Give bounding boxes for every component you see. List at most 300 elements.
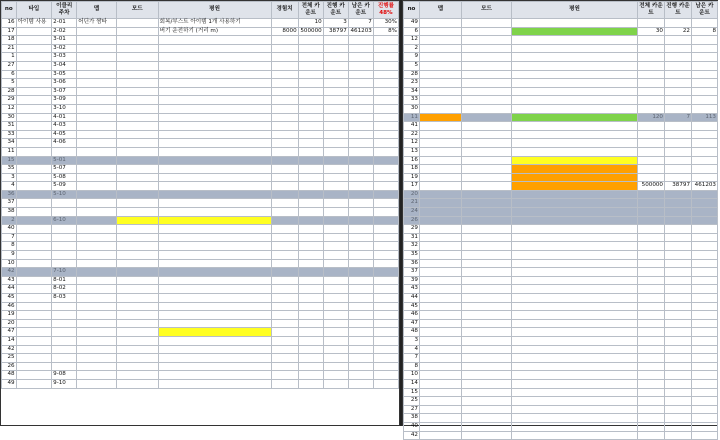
table-row[interactable] xyxy=(404,53,718,62)
table-cell[interactable] xyxy=(420,36,462,45)
table-cell[interactable] xyxy=(271,36,298,45)
table-cell[interactable] xyxy=(462,190,512,199)
table-cell[interactable] xyxy=(462,19,512,28)
table-cell[interactable] xyxy=(373,379,398,388)
table-cell[interactable] xyxy=(116,139,158,148)
table-cell[interactable]: 3-07 xyxy=(52,87,77,96)
table-cell[interactable]: 48 xyxy=(404,328,420,337)
table-cell[interactable] xyxy=(348,276,373,285)
table-cell[interactable] xyxy=(52,302,77,311)
table-cell[interactable] xyxy=(373,139,398,148)
table-cell[interactable] xyxy=(638,36,665,45)
table-cell[interactable] xyxy=(665,388,692,397)
table-row[interactable] xyxy=(2,96,399,105)
table-cell[interactable]: 500000 xyxy=(298,27,323,36)
table-cell[interactable] xyxy=(462,104,512,113)
table-cell[interactable]: 113 xyxy=(692,113,718,122)
table-cell[interactable] xyxy=(52,251,77,260)
table-cell[interactable] xyxy=(323,156,348,165)
table-cell[interactable] xyxy=(692,268,718,277)
table-cell[interactable] xyxy=(298,199,323,208)
table-cell[interactable] xyxy=(638,302,665,311)
table-cell[interactable] xyxy=(420,190,462,199)
table-row[interactable] xyxy=(2,27,399,36)
table-row[interactable] xyxy=(2,259,399,268)
table-cell[interactable] xyxy=(373,36,398,45)
table-cell[interactable] xyxy=(692,96,718,105)
table-cell[interactable] xyxy=(665,285,692,294)
table-row[interactable] xyxy=(404,156,718,165)
table-row[interactable] xyxy=(404,61,718,70)
table-cell[interactable] xyxy=(116,233,158,242)
table-cell[interactable] xyxy=(462,251,512,260)
table-cell[interactable] xyxy=(271,371,298,380)
table-cell[interactable] xyxy=(16,285,52,294)
table-cell[interactable] xyxy=(638,104,665,113)
table-cell[interactable]: 5-10 xyxy=(52,190,77,199)
table-cell[interactable] xyxy=(348,53,373,62)
table-cell[interactable]: 36 xyxy=(2,190,17,199)
table-cell[interactable] xyxy=(298,147,323,156)
table-cell[interactable] xyxy=(462,259,512,268)
table-cell[interactable] xyxy=(512,414,638,423)
table-cell[interactable] xyxy=(271,173,298,182)
table-cell[interactable] xyxy=(692,397,718,406)
table-cell[interactable] xyxy=(512,190,638,199)
table-row[interactable] xyxy=(404,294,718,303)
table-cell[interactable] xyxy=(77,259,117,268)
table-row[interactable] xyxy=(2,285,399,294)
table-cell[interactable] xyxy=(692,216,718,225)
table-cell[interactable] xyxy=(116,53,158,62)
table-cell[interactable] xyxy=(692,199,718,208)
table-cell[interactable] xyxy=(462,165,512,174)
table-cell[interactable] xyxy=(158,354,271,363)
table-cell[interactable] xyxy=(512,96,638,105)
table-cell[interactable]: 39 xyxy=(404,276,420,285)
table-cell[interactable] xyxy=(512,328,638,337)
table-cell[interactable] xyxy=(16,104,52,113)
table-cell[interactable] xyxy=(271,96,298,105)
table-cell[interactable] xyxy=(512,251,638,260)
table-cell[interactable] xyxy=(16,53,52,62)
table-cell[interactable] xyxy=(665,379,692,388)
table-cell[interactable]: 20 xyxy=(404,190,420,199)
table-cell[interactable] xyxy=(77,371,117,380)
table-cell[interactable] xyxy=(77,104,117,113)
table-cell[interactable] xyxy=(323,208,348,217)
table-cell[interactable] xyxy=(77,216,117,225)
table-cell[interactable]: 9 xyxy=(2,251,17,260)
table-cell[interactable]: 6 xyxy=(2,70,17,79)
table-cell[interactable] xyxy=(373,130,398,139)
table-cell[interactable] xyxy=(462,294,512,303)
table-cell[interactable] xyxy=(271,268,298,277)
table-cell[interactable] xyxy=(271,216,298,225)
table-cell[interactable]: 33 xyxy=(2,130,17,139)
table-cell[interactable] xyxy=(373,53,398,62)
table-cell[interactable]: 17 xyxy=(404,182,420,191)
table-cell[interactable] xyxy=(348,354,373,363)
table-cell[interactable] xyxy=(638,319,665,328)
table-cell[interactable] xyxy=(462,130,512,139)
table-cell[interactable] xyxy=(77,44,117,53)
table-cell[interactable] xyxy=(16,276,52,285)
table-cell[interactable] xyxy=(462,122,512,131)
table-cell[interactable] xyxy=(348,182,373,191)
table-cell[interactable]: 9-10 xyxy=(52,379,77,388)
table-cell[interactable] xyxy=(373,165,398,174)
table-cell[interactable] xyxy=(77,156,117,165)
table-cell[interactable] xyxy=(271,113,298,122)
table-cell[interactable] xyxy=(158,336,271,345)
table-cell[interactable] xyxy=(323,302,348,311)
table-cell[interactable]: 500000 xyxy=(638,182,665,191)
table-cell[interactable]: 5 xyxy=(404,61,420,70)
table-cell[interactable]: 4-01 xyxy=(52,113,77,122)
table-cell[interactable] xyxy=(323,53,348,62)
table-cell[interactable] xyxy=(638,79,665,88)
table-cell[interactable] xyxy=(665,414,692,423)
table-cell[interactable]: 29 xyxy=(404,225,420,234)
table-cell[interactable] xyxy=(692,139,718,148)
table-cell[interactable] xyxy=(158,36,271,45)
table-cell[interactable] xyxy=(52,362,77,371)
table-cell[interactable] xyxy=(271,362,298,371)
table-cell[interactable]: 44 xyxy=(2,285,17,294)
table-cell[interactable] xyxy=(298,302,323,311)
table-row[interactable] xyxy=(404,268,718,277)
table-cell[interactable]: 3-03 xyxy=(52,53,77,62)
table-cell[interactable] xyxy=(638,362,665,371)
table-cell[interactable] xyxy=(16,319,52,328)
table-cell[interactable] xyxy=(298,371,323,380)
table-row[interactable] xyxy=(2,190,399,199)
table-cell[interactable] xyxy=(323,362,348,371)
table-cell[interactable] xyxy=(348,61,373,70)
table-cell[interactable] xyxy=(512,336,638,345)
table-cell[interactable]: 21 xyxy=(2,44,17,53)
table-cell[interactable] xyxy=(323,44,348,53)
right-column-header[interactable]: 맵 xyxy=(420,2,462,19)
table-row[interactable] xyxy=(404,225,718,234)
table-cell[interactable]: 49 xyxy=(2,379,17,388)
table-cell[interactable] xyxy=(638,242,665,251)
table-cell[interactable] xyxy=(420,405,462,414)
table-cell[interactable]: 8 xyxy=(692,27,718,36)
table-cell[interactable] xyxy=(323,199,348,208)
table-cell[interactable] xyxy=(512,113,638,122)
table-row[interactable] xyxy=(2,61,399,70)
table-row[interactable] xyxy=(2,354,399,363)
table-cell[interactable] xyxy=(298,225,323,234)
table-cell[interactable] xyxy=(373,336,398,345)
table-cell[interactable] xyxy=(116,285,158,294)
table-cell[interactable] xyxy=(116,251,158,260)
table-cell[interactable] xyxy=(158,328,271,337)
table-cell[interactable] xyxy=(512,165,638,174)
table-cell[interactable] xyxy=(323,259,348,268)
right-column-header[interactable]: 남은 카운트 xyxy=(692,2,718,19)
table-cell[interactable] xyxy=(665,294,692,303)
table-cell[interactable] xyxy=(665,96,692,105)
table-cell[interactable] xyxy=(116,294,158,303)
table-cell[interactable]: 26 xyxy=(404,216,420,225)
table-cell[interactable] xyxy=(638,354,665,363)
table-cell[interactable] xyxy=(298,182,323,191)
table-cell[interactable] xyxy=(116,216,158,225)
table-cell[interactable] xyxy=(158,251,271,260)
table-cell[interactable] xyxy=(158,113,271,122)
right-column-header[interactable]: no xyxy=(404,2,420,19)
table-cell[interactable] xyxy=(692,190,718,199)
table-cell[interactable] xyxy=(298,53,323,62)
table-cell[interactable] xyxy=(373,302,398,311)
table-cell[interactable]: 30 xyxy=(2,113,17,122)
table-cell[interactable] xyxy=(271,294,298,303)
table-cell[interactable] xyxy=(298,139,323,148)
table-cell[interactable]: 45 xyxy=(404,302,420,311)
table-cell[interactable] xyxy=(373,173,398,182)
table-cell[interactable] xyxy=(638,122,665,131)
table-cell[interactable] xyxy=(420,328,462,337)
table-cell[interactable] xyxy=(665,345,692,354)
table-cell[interactable] xyxy=(692,173,718,182)
table-cell[interactable] xyxy=(77,165,117,174)
table-cell[interactable] xyxy=(16,139,52,148)
table-cell[interactable] xyxy=(462,156,512,165)
table-cell[interactable] xyxy=(158,70,271,79)
table-cell[interactable]: 16 xyxy=(2,19,17,28)
table-cell[interactable] xyxy=(638,311,665,320)
table-row[interactable] xyxy=(2,216,399,225)
table-cell[interactable] xyxy=(665,208,692,217)
table-cell[interactable] xyxy=(348,268,373,277)
table-cell[interactable]: 10 xyxy=(404,371,420,380)
table-cell[interactable] xyxy=(665,44,692,53)
table-cell[interactable] xyxy=(420,388,462,397)
table-row[interactable] xyxy=(2,139,399,148)
table-cell[interactable] xyxy=(462,27,512,36)
table-cell[interactable] xyxy=(462,87,512,96)
table-cell[interactable] xyxy=(323,225,348,234)
table-cell[interactable] xyxy=(158,122,271,131)
table-cell[interactable]: 4 xyxy=(2,182,17,191)
table-cell[interactable] xyxy=(77,268,117,277)
table-cell[interactable] xyxy=(512,122,638,131)
table-row[interactable] xyxy=(404,328,718,337)
table-cell[interactable] xyxy=(638,259,665,268)
table-cell[interactable] xyxy=(116,156,158,165)
table-cell[interactable] xyxy=(348,208,373,217)
table-cell[interactable] xyxy=(158,130,271,139)
table-cell[interactable] xyxy=(420,199,462,208)
table-row[interactable] xyxy=(2,379,399,388)
table-row[interactable] xyxy=(2,182,399,191)
table-cell[interactable]: 46 xyxy=(2,302,17,311)
table-row[interactable] xyxy=(404,251,718,260)
table-cell[interactable] xyxy=(638,276,665,285)
table-cell[interactable] xyxy=(323,328,348,337)
table-row[interactable] xyxy=(2,147,399,156)
table-cell[interactable] xyxy=(692,70,718,79)
table-cell[interactable] xyxy=(665,225,692,234)
table-cell[interactable] xyxy=(462,397,512,406)
table-cell[interactable]: 14 xyxy=(404,379,420,388)
table-cell[interactable]: 5-09 xyxy=(52,182,77,191)
table-cell[interactable] xyxy=(158,208,271,217)
table-cell[interactable] xyxy=(420,285,462,294)
table-cell[interactable] xyxy=(298,259,323,268)
left-column-header[interactable]: 진행률 48% xyxy=(373,2,398,19)
table-cell[interactable] xyxy=(692,422,718,431)
table-row[interactable] xyxy=(2,104,399,113)
table-cell[interactable] xyxy=(692,328,718,337)
table-cell[interactable] xyxy=(348,156,373,165)
table-cell[interactable] xyxy=(16,216,52,225)
table-cell[interactable]: 19 xyxy=(2,311,17,320)
table-cell[interactable] xyxy=(373,208,398,217)
table-cell[interactable] xyxy=(348,345,373,354)
table-cell[interactable] xyxy=(692,165,718,174)
table-cell[interactable] xyxy=(16,336,52,345)
table-cell[interactable] xyxy=(16,371,52,380)
table-cell[interactable]: 3-01 xyxy=(52,36,77,45)
table-cell[interactable]: 8-01 xyxy=(52,276,77,285)
table-cell[interactable] xyxy=(462,422,512,431)
table-cell[interactable]: 4-06 xyxy=(52,139,77,148)
table-cell[interactable] xyxy=(158,104,271,113)
table-cell[interactable] xyxy=(298,362,323,371)
table-cell[interactable] xyxy=(16,225,52,234)
table-cell[interactable] xyxy=(116,36,158,45)
table-cell[interactable]: 10 xyxy=(298,19,323,28)
table-cell[interactable] xyxy=(462,405,512,414)
table-cell[interactable] xyxy=(348,319,373,328)
table-cell[interactable]: 40 xyxy=(2,225,17,234)
table-cell[interactable] xyxy=(52,225,77,234)
table-cell[interactable] xyxy=(158,276,271,285)
table-cell[interactable] xyxy=(77,173,117,182)
table-cell[interactable]: 30% xyxy=(373,19,398,28)
table-cell[interactable] xyxy=(373,156,398,165)
table-cell[interactable] xyxy=(116,165,158,174)
table-cell[interactable] xyxy=(420,319,462,328)
table-cell[interactable] xyxy=(638,19,665,28)
table-cell[interactable] xyxy=(692,36,718,45)
table-cell[interactable] xyxy=(348,139,373,148)
table-row[interactable] xyxy=(404,371,718,380)
table-cell[interactable]: 14 xyxy=(2,336,17,345)
table-row[interactable] xyxy=(2,87,399,96)
table-cell[interactable] xyxy=(512,285,638,294)
table-cell[interactable] xyxy=(271,165,298,174)
table-cell[interactable] xyxy=(298,216,323,225)
table-cell[interactable] xyxy=(638,405,665,414)
table-cell[interactable] xyxy=(158,96,271,105)
table-cell[interactable] xyxy=(16,44,52,53)
table-cell[interactable] xyxy=(116,87,158,96)
table-cell[interactable]: 3-04 xyxy=(52,61,77,70)
table-cell[interactable] xyxy=(348,79,373,88)
table-cell[interactable] xyxy=(420,19,462,28)
table-cell[interactable]: 16 xyxy=(404,156,420,165)
table-cell[interactable] xyxy=(158,345,271,354)
table-cell[interactable] xyxy=(692,276,718,285)
table-cell[interactable] xyxy=(638,96,665,105)
table-cell[interactable] xyxy=(116,182,158,191)
table-cell[interactable]: 회복/부스트 아이템 1개 사용하기 xyxy=(158,19,271,28)
table-row[interactable] xyxy=(404,113,718,122)
table-cell[interactable] xyxy=(665,165,692,174)
table-cell[interactable] xyxy=(271,139,298,148)
table-cell[interactable] xyxy=(52,233,77,242)
table-row[interactable] xyxy=(404,276,718,285)
table-cell[interactable] xyxy=(638,130,665,139)
table-cell[interactable] xyxy=(158,379,271,388)
table-row[interactable] xyxy=(2,336,399,345)
table-cell[interactable] xyxy=(298,165,323,174)
table-cell[interactable]: 8-03 xyxy=(52,294,77,303)
table-cell[interactable] xyxy=(373,319,398,328)
table-cell[interactable] xyxy=(665,61,692,70)
table-row[interactable] xyxy=(404,87,718,96)
table-cell[interactable] xyxy=(298,96,323,105)
table-cell[interactable] xyxy=(298,130,323,139)
table-cell[interactable] xyxy=(665,53,692,62)
table-cell[interactable] xyxy=(420,302,462,311)
table-cell[interactable] xyxy=(298,276,323,285)
table-cell[interactable] xyxy=(348,165,373,174)
table-cell[interactable] xyxy=(638,431,665,440)
table-cell[interactable]: 1 xyxy=(2,53,17,62)
table-cell[interactable] xyxy=(420,96,462,105)
table-cell[interactable]: 40 xyxy=(404,422,420,431)
table-cell[interactable] xyxy=(52,336,77,345)
table-cell[interactable] xyxy=(298,285,323,294)
table-cell[interactable] xyxy=(462,388,512,397)
table-cell[interactable] xyxy=(638,165,665,174)
table-cell[interactable]: 46 xyxy=(404,311,420,320)
table-row[interactable] xyxy=(2,242,399,251)
table-row[interactable] xyxy=(404,422,718,431)
table-row[interactable] xyxy=(404,379,718,388)
table-cell[interactable] xyxy=(348,328,373,337)
table-cell[interactable]: 32 xyxy=(404,242,420,251)
table-row[interactable] xyxy=(2,225,399,234)
table-cell[interactable] xyxy=(158,311,271,320)
table-cell[interactable] xyxy=(348,122,373,131)
table-cell[interactable] xyxy=(692,311,718,320)
table-cell[interactable]: 3-09 xyxy=(52,96,77,105)
table-cell[interactable]: 21 xyxy=(404,199,420,208)
table-cell[interactable] xyxy=(16,302,52,311)
table-cell[interactable] xyxy=(348,379,373,388)
table-cell[interactable]: 24 xyxy=(404,208,420,217)
table-cell[interactable] xyxy=(348,225,373,234)
table-row[interactable] xyxy=(404,311,718,320)
table-cell[interactable] xyxy=(512,319,638,328)
table-cell[interactable]: 2-01 xyxy=(52,19,77,28)
table-row[interactable] xyxy=(404,190,718,199)
table-cell[interactable] xyxy=(323,233,348,242)
table-cell[interactable] xyxy=(420,216,462,225)
table-cell[interactable] xyxy=(77,285,117,294)
table-cell[interactable] xyxy=(420,173,462,182)
table-cell[interactable] xyxy=(116,242,158,251)
table-cell[interactable] xyxy=(665,362,692,371)
table-cell[interactable] xyxy=(692,285,718,294)
